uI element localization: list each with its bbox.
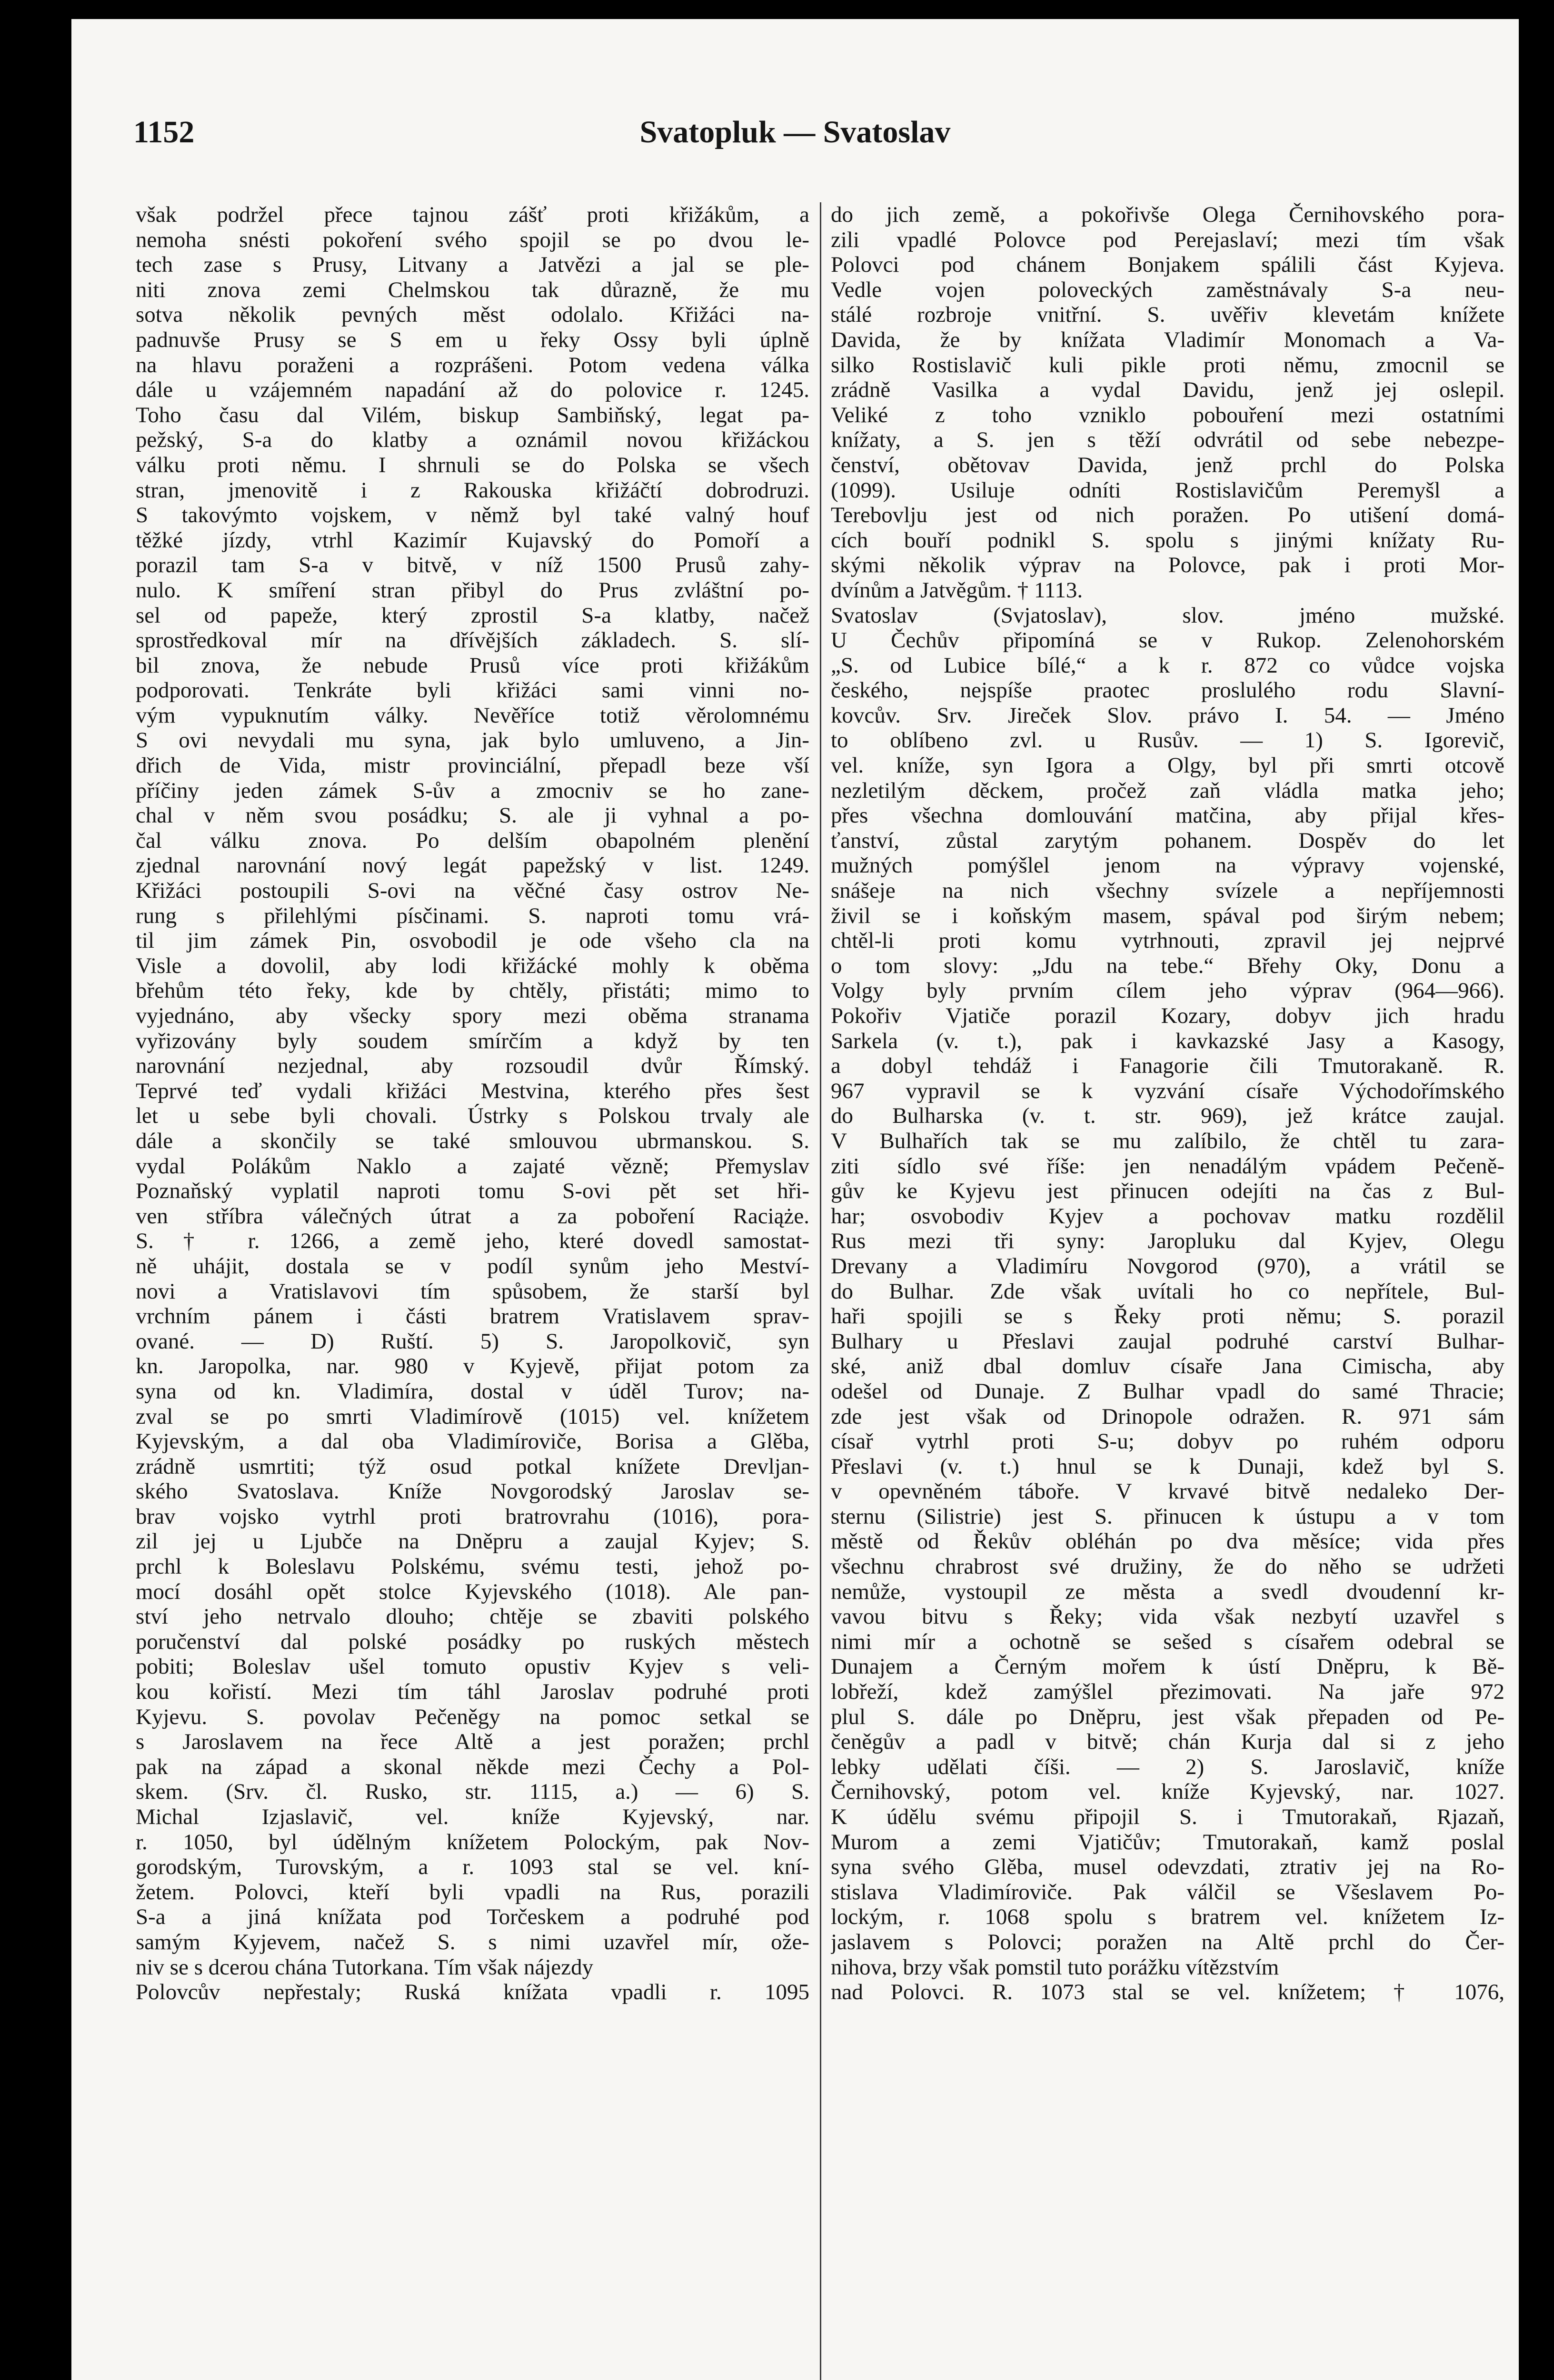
text-line: niv se s dcerou chána Tutorkana. Tím však nájezdy [136, 1954, 594, 1980]
text-line: odešel od Dunaje. Z Bulhar vpadl do samé Thracie; [831, 1378, 1504, 1404]
text-line: knížaty, a S. jen s těží odvrátil od sebe nebezpe- [831, 427, 1504, 453]
text-line: nimi mír a ochotně se sešed s císařem odebral se [831, 1629, 1504, 1654]
text-line: skými několik výprav na Polovce, pak i proti Mor- [831, 553, 1504, 578]
text-line: pak na západ a skonal někde mezi Čechy a Pol- [136, 1754, 809, 1779]
text-line: však podržel přece tajnou zášť proti křižákům, a [136, 202, 809, 227]
text-line: stislava Vladimíroviče. Pak válčil se Všeslavem Po- [831, 1879, 1504, 1904]
text-line: břehům této řeky, kde by chtěly, přistáti; mimo to [136, 978, 809, 1003]
text-line: Rus mezi tři syny: Jaropluku dal Kyjev, Olegu [831, 1229, 1504, 1254]
text-line: pobiti; Boleslav ušel tomuto opustiv Kyjev s veli- [136, 1654, 809, 1679]
text-line: lobřeží, kdež zamýšlel přezimovati. Na jaře 972 [831, 1679, 1504, 1705]
text-line: zil jej u Ljubče na Dněpru a zaujal Kyjev; S. [136, 1529, 809, 1554]
text-line: Přeslavi (v. t.) hnul se k Dunaji, kdež byl S. [831, 1454, 1504, 1479]
text-line: kou kořistí. Mezi tím táhl Jaroslav podruhé proti [136, 1679, 809, 1705]
text-line: sprostředkoval mír na dřívějších základech. S. slí- [136, 628, 809, 653]
text-line: cích bouří podnikl S. spolu s jinými knížaty Ru- [831, 527, 1504, 553]
text-line: ované. — D) Ruští. 5) S. Jaropolkovič, syn [136, 1329, 809, 1354]
text-line: Polovci pod chánem Bonjakem spálili část Kyjeva. [831, 252, 1504, 278]
text-line: vel. kníže, syn Igora a Olgy, byl při smrti otcově [831, 753, 1504, 778]
text-line: prchl k Boleslavu Polskému, svému testi, jehož po- [136, 1554, 809, 1579]
text-line: Kyjevským, a dal oba Vladimíroviče, Borisa a Glěba, [136, 1429, 809, 1454]
text-line: silko Rostislavič kuli pikle proti němu, zmocnil se [831, 352, 1504, 377]
text-line: plul S. dále po Dněpru, jest však přepaden od Pe- [831, 1704, 1504, 1729]
text-line: gův ke Kyjevu jest přinucen odejíti na čas z Bul- [831, 1179, 1504, 1204]
text-line: čeněgův a padl v bitvě; chán Kurja dal si z jeho [831, 1729, 1504, 1755]
text-line: podporovati. Tenkráte byli křižáci sami vinni no- [136, 678, 809, 703]
text-line: Visle a dovolil, aby lodi křižácké mohly k oběma [136, 953, 809, 978]
text-line: císař vytrhl proti S-u; dobyv po ruhém odporu [831, 1429, 1504, 1454]
text-line: U Čechův připomíná se v Rukop. Zelenohorském [831, 628, 1504, 653]
column-divider [820, 202, 821, 2380]
text-line: ťanství, zůstal zarytým pohanem. Dospěv do let [831, 828, 1504, 853]
text-line: lebky udělati číši. — 2) S. Jaroslavič, kníže [831, 1754, 1504, 1779]
text-line: v opevněném táboře. V krvavé bitvě nedaleko Der- [831, 1479, 1504, 1504]
text-line: přes všechna domlouvání matčina, aby přijal křes- [831, 803, 1504, 828]
text-line: příčiny jeden zámek S-ův a zmocniv se ho zane- [136, 778, 809, 803]
text-line: nulo. K smíření stran přibyl do Prus zvláštní po- [136, 577, 809, 603]
text-line: novi a Vratislavovi tím spůsobem, že starší byl [136, 1279, 809, 1304]
text-line: lockým, r. 1068 spolu s bratrem vel. knížetem Iz- [831, 1904, 1504, 1930]
book-page [71, 19, 1519, 2380]
text-line: niti znova zemi Chelmskou tak důrazně, že mu [136, 277, 809, 302]
text-line: dále u vzájemném napadání až do polovice r. 1245. [136, 377, 809, 403]
text-line: gorodským, Turovským, a r. 1093 stal se vel. kní- [136, 1854, 809, 1880]
text-line: porazil tam S-a v bitvě, v níž 1500 Prusů zahy- [136, 553, 809, 578]
text-line: Kyjevu. S. povolav Pečeněgy na pomoc setkal se [136, 1704, 809, 1729]
text-line: na hlavu poraženi a rozprášeni. Potom vedena válka [136, 352, 809, 377]
text-line: jaslavem s Polovci; poražen na Altě prchl do Čer- [831, 1929, 1504, 1954]
running-head: Svatopluk — Svatoslav [639, 115, 951, 149]
text-line: dřich de Vida, mistr provinciální, přepadl beze vší [136, 753, 809, 778]
text-line: městě od Řekův obléhán po dva měsíce; vida přes [831, 1529, 1504, 1554]
text-line: zrádně usmrtiti; týž osud potkal knížete Drevljan- [136, 1454, 809, 1479]
text-line: ven stříbra válečných útrat a za poboření Raciąże. [136, 1203, 809, 1229]
text-line: Michal Izjaslavič, vel. kníže Kyjevský, nar. [136, 1805, 809, 1829]
text-line: s Jaroslavem na řece Altě a jest poražen; prchl [136, 1729, 809, 1755]
text-line: zval se po smrti Vladimírově (1015) vel. knížetem [136, 1404, 809, 1429]
text-line: sel od papeže, který zprostil S-a klatby, načež [136, 603, 809, 628]
text-line: ství jeho netrvalo dlouho; chtěje se zbaviti polského [136, 1604, 809, 1629]
text-line: Teprvé teď vydali křižáci Mestvina, kterého přes šest [136, 1078, 809, 1103]
text-line: narovnání nezjednal, aby rozsoudil dvůr Římský. [136, 1053, 809, 1079]
text-line: ského Svatoslava. Kníže Novgorodský Jaroslav se- [136, 1479, 809, 1504]
text-line: zde jest však od Drinopole odražen. R. 971 sám [831, 1404, 1504, 1429]
text-line: Dunajem a Černým mořem k ústí Dněpru, k Bě- [831, 1654, 1504, 1679]
text-line: Murom a zemi Vjatičův; Tmutorakaň, kamž poslal [831, 1829, 1504, 1854]
text-line: syna svého Glěba, musel odevzdati, ztrativ jej na Ro- [831, 1854, 1504, 1880]
text-line: samým Kyjevem, načež S. s nimi uzavřel mír, ože- [136, 1929, 809, 1954]
text-line: nad Polovci. R. 1073 stal se vel. knížetem; † 1076, [831, 1980, 1504, 2005]
text-line: Sarkela (v. t.), pak i kavkazské Jasy a Kasogy, [831, 1028, 1504, 1053]
text-line: tech zase s Prusy, Litvany a Jatvězi a jal se ple- [136, 252, 809, 278]
text-line: kovcův. Srv. Jireček Slov. právo I. 54. — Jméno [831, 703, 1504, 728]
text-line: padnuvše Prusy se S em u řeky Ossy byli úplně [136, 327, 809, 352]
page-header [133, 114, 1457, 157]
text-line: brav vojsko vytrhl proti bratrovrahu (1016), pora- [136, 1504, 809, 1529]
text-line: 967 vypravil se k vyzvání císaře Východořímského [831, 1078, 1504, 1103]
text-line: til jim zámek Pin, osvobodil je ode všeho cla na [136, 928, 809, 953]
text-line: Poznaňský vyplatil naproti tomu S-ovi pět set hři- [136, 1179, 809, 1204]
left-column [136, 202, 809, 2380]
text-line: Černihovský, potom vel. kníže Kyjevský, nar. 1027. [831, 1779, 1504, 1805]
text-line: sotva několik pevných měst odolalo. Křižáci na- [136, 302, 809, 327]
text-line: čal válku znova. Po delším obapolném plenění [136, 828, 809, 853]
text-line: V Bulhařích tak se mu zalíbilo, že chtěl tu zara- [831, 1128, 1504, 1153]
text-line: čenství, obětovav Davida, jenž prchl do Polska [831, 452, 1504, 477]
text-line: všechnu chrabrost své družiny, že do něho se udržeti [831, 1554, 1504, 1579]
text-line: českého, nejspíše praotec proslulého rodu Slavní- [831, 678, 1504, 703]
text-line: har; osvobodiv Kyjev a pochovav matku rozdělil [831, 1203, 1504, 1229]
text-line: zrádně Vasilka a vydal Davidu, jenž jej oslepil. [831, 377, 1504, 403]
text-line: haři spojili se s Řeky proti němu; S. porazil [831, 1304, 1504, 1329]
text-line: Pokořiv Vjatiče porazil Kozary, dobyv jich hradu [831, 1003, 1504, 1028]
text-line: chal v něm svou posádku; S. ale ji vyhnal a po- [136, 803, 809, 828]
text-line: nezletilým děckem, pročež zaň vládla matka jeho; [831, 778, 1504, 803]
text-line: S ovi nevydali mu syna, jak bylo umluveno, a Jin- [136, 728, 809, 753]
text-line: zjednal narovnání nový legát papežský v list. 1249. [136, 853, 809, 878]
text-line: dvínům a Jatvěgům. † 1113. [831, 577, 1083, 603]
text-line: „S. od Lubice bílé,“ a k r. 872 co vůdce vojska [831, 653, 1504, 678]
text-line: S. † r. 1266, a země jeho, které dovedl samostat- [136, 1229, 809, 1254]
text-line: vyjednáno, aby všecky spory mezi oběma stranama [136, 1003, 809, 1028]
text-line: kn. Jaropolka, nar. 980 v Kyjevě, přijat potom za [136, 1354, 809, 1379]
text-line: skem. (Srv. čl. Rusko, str. 1115, a.) — 6) S. [136, 1779, 809, 1805]
text-line: ské, aniž dbal domluv císaře Jana Cimischa, aby [831, 1354, 1504, 1379]
text-line: poručenství dal polské posádky po ruských městech [136, 1629, 809, 1654]
right-column [831, 202, 1504, 2380]
text-line: Vedle vojen poloveckých zaměstnávaly S-a neu- [831, 277, 1504, 302]
text-line: K údělu svému připojil S. i Tmutorakaň, Rjazaň, [831, 1805, 1504, 1829]
text-line: S takovýmto vojskem, v němž byl také valný houf [136, 503, 809, 528]
text-line: Drevany a Vladimíru Novgorod (970), a vrátil se [831, 1253, 1504, 1279]
text-line: Toho času dal Vilém, biskup Sambiňský, legat pa- [136, 402, 809, 427]
text-line: vyřizovány byly soudem smírčím a když by ten [136, 1028, 809, 1053]
text-line: dále a skončily se také smlouvou ubrmanskou. S. [136, 1128, 809, 1153]
text-line: Terebovlju jest od nich poražen. Po utišení domá- [831, 503, 1504, 528]
text-line: mocí dosáhl opět stolce Kyjevského (1018). Ale pan- [136, 1579, 809, 1604]
text-line: stran, jmenovitě i z Rakouska křižáčtí dobrodruzi. [136, 477, 809, 503]
text-line: pežský, S-a do klatby a oznámil novou křižáckou [136, 427, 809, 453]
text-line: r. 1050, byl údělným knížetem Polockým, pak Nov- [136, 1829, 809, 1854]
text-line: do jich země, a pokořivše Olega Černihovského pora- [831, 202, 1504, 227]
text-line: nemůže, vystoupil ze města a svedl dvoudenní kr- [831, 1579, 1504, 1604]
text-line: to oblíbeno zvl. u Rusův. — 1) S. Igorevič, [831, 728, 1504, 753]
text-line: let u sebe byli chovali. Ústrky s Polskou trvaly ale [136, 1103, 809, 1129]
text-line: syna od kn. Vladimíra, dostal v úděl Turov; na- [136, 1378, 809, 1404]
text-line: vydal Polákům Naklo a zajaté vězně; Přemyslav [136, 1153, 809, 1179]
text-line: rung s přilehlými písčinami. S. naproti tomu vrá- [136, 903, 809, 928]
text-line: Polovcův nepřestaly; Ruská knížata vpadli r. 1095 [136, 1980, 809, 2005]
text-line: Křižáci postoupili S-ovi na věčné časy ostrov Ne- [136, 878, 809, 903]
text-line: vým vypuknutím války. Nevěříce totiž věrolomnému [136, 703, 809, 728]
text-line: Bulhary u Přeslavi zaujal podruhé carství Bulhar- [831, 1329, 1504, 1354]
text-line: ně uhájit, dostala se v podíl synům jeho Meství- [136, 1253, 809, 1279]
page-number: 1152 [133, 115, 195, 149]
text-line: vavou bitvu s Řeky; vida však nezbytí uzavřel s [831, 1604, 1504, 1629]
text-line: mužných pomýšlel jenom na výpravy vojenské, [831, 853, 1504, 878]
text-line: Svatoslav (Svjatoslav), slov. jméno mužské. [831, 603, 1504, 628]
text-line: vrchním pánem i části bratrem Vratislavem sprav- [136, 1304, 809, 1329]
text-line: bil znova, že nebude Prusů více proti křižákům [136, 653, 809, 678]
text-line: stálé rozbroje vnitřní. S. uvěřiv klevetám knížete [831, 302, 1504, 327]
text-line: do Bulharska (v. t. str. 969), jež krátce zaujal. [831, 1103, 1504, 1129]
text-line: Volgy byly prvním cílem jeho výprav (964—966). [831, 978, 1504, 1003]
text-line: zili vpadlé Polovce pod Perejaslaví; mezi tím však [831, 227, 1504, 252]
text-line: těžké jízdy, vtrhl Kazimír Kujavský do Pomoří a [136, 527, 809, 553]
text-line: chtěl-li proti komu vytrhnouti, zpravil jej nejprvé [831, 928, 1504, 953]
text-line: žetem. Polovci, kteří byli vpadli na Rus, porazili [136, 1879, 809, 1904]
text-line: živil se i koňským masem, spával pod širým nebem; [831, 903, 1504, 928]
text-line: Veliké z toho vzniklo pobouření mezi ostatními [831, 402, 1504, 427]
text-line: S-a a jiná knížata pod Torčeskem a podruhé pod [136, 1904, 809, 1930]
text-line: (1099). Usiluje odníti Rostislavičům Peremyšl a [831, 477, 1504, 503]
text-line: ziti sídlo své říše: jen nenadálým vpádem Pečeně- [831, 1153, 1504, 1179]
text-line: sternu (Silistrie) jest S. přinucen k ústupu a v tom [831, 1504, 1504, 1529]
text-line: válku proti němu. I shrnuli se do Polska se všech [136, 452, 809, 477]
text-line: o tom slovy: „Jdu na tebe.“ Břehy Oky, Donu a [831, 953, 1504, 978]
text-line: a dobyl tehdáž i Fanagorie čili Tmutorakaně. R. [831, 1053, 1504, 1079]
text-line: nihova, brzy však pomstil tuto porážku vítězstvím [831, 1954, 1279, 1980]
text-line: snášeje na nich všechny svízele a nepříjemnosti [831, 878, 1504, 903]
text-line: Davida, že by knížata Vladimír Monomach a Va- [831, 327, 1504, 352]
text-line: do Bulhar. Zde však uvítali ho co nepřítele, Bul- [831, 1279, 1504, 1304]
text-line: nemoha snésti pokoření svého spojil se po dvou le- [136, 227, 809, 252]
